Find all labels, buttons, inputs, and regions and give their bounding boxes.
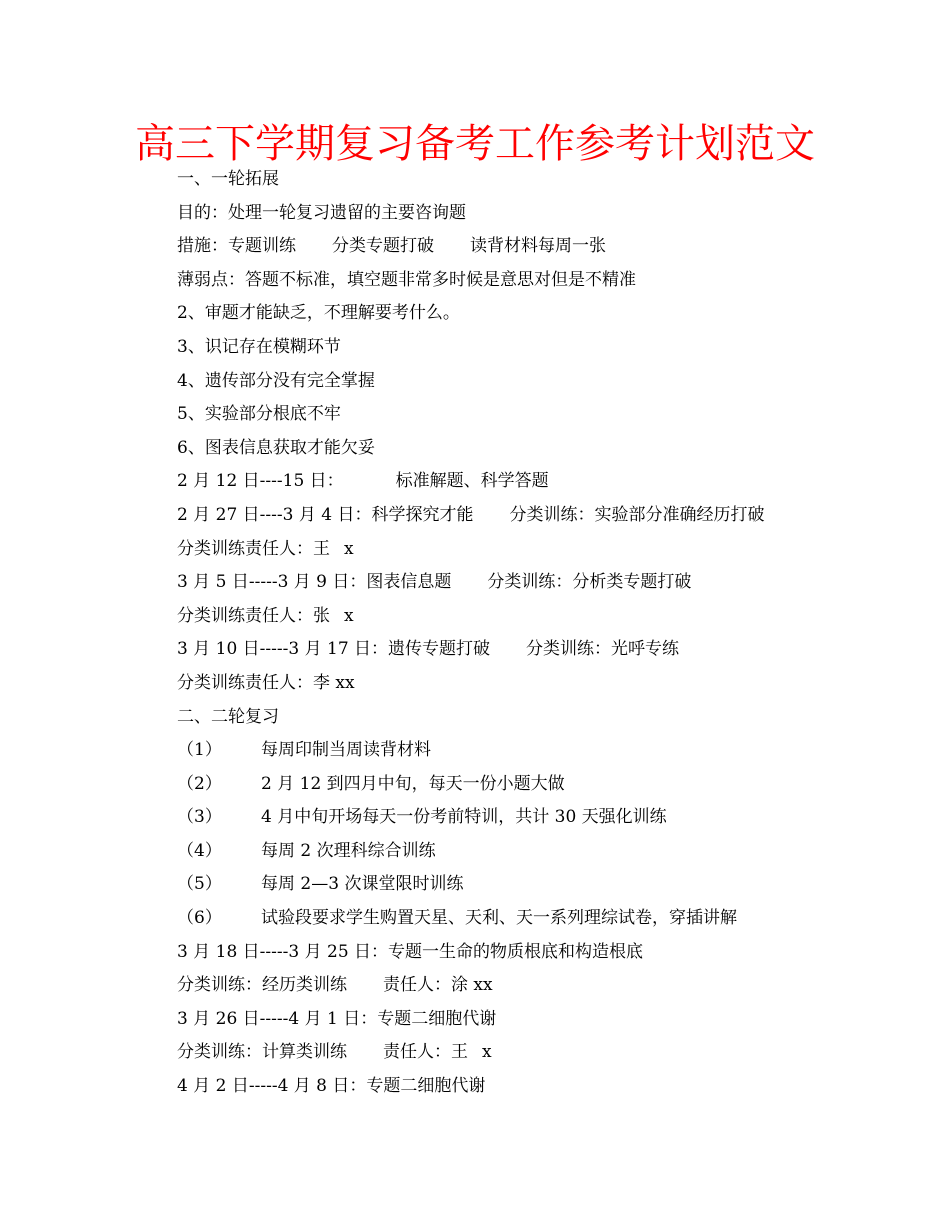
list-item <box>177 868 877 902</box>
line-text: 读背材料每周一张 <box>470 236 606 257</box>
list-text: 每周 2—3 次课堂限时训练 <box>261 874 464 895</box>
list-number: （6） <box>177 908 222 929</box>
line-text: 薄弱点：答题不标准，填空题非常多时候是意思对但是不精准 <box>177 269 636 290</box>
line-text: 3 月 18 日-----3 月 25 日：专题一生命的物质根底和构造根底 <box>177 941 644 962</box>
paragraph-line <box>177 197 877 231</box>
line-text: 责任人：王 <box>383 1042 468 1063</box>
paragraph-line <box>177 499 877 533</box>
line-text: 标准解题、科学答题 <box>395 471 549 492</box>
paragraph-line <box>177 331 877 365</box>
paragraph-line <box>177 465 877 499</box>
line-text: 责任人：涂 xx <box>383 975 493 996</box>
list-item <box>177 801 877 835</box>
paragraph-line <box>177 230 877 264</box>
document-title: 高三下学期复习备考工作参考计划范文 <box>135 121 815 167</box>
line-text: 分类训练：光呼专练 <box>526 639 680 660</box>
section-heading-1 <box>177 163 877 197</box>
line-text: 3 月 26 日-----4 月 1 日：专题二细胞代谢 <box>177 1008 497 1029</box>
line-text: 2 月 12 日----15 日： <box>177 471 344 492</box>
line-text: 分类训练责任人：李 xx <box>177 672 355 693</box>
line-text: x <box>482 1042 492 1063</box>
list-number: （3） <box>177 807 222 828</box>
paragraph-line <box>177 398 877 432</box>
list-item <box>177 768 877 802</box>
list-text: 每周 2 次理科综合训练 <box>261 840 436 861</box>
paragraph-line <box>177 1036 877 1070</box>
paragraph-line <box>177 432 877 466</box>
paragraph-line <box>177 969 877 1003</box>
paragraph-line <box>177 533 877 567</box>
paragraph-line <box>177 264 877 298</box>
line-text: 二、二轮复习 <box>177 706 279 727</box>
list-text: 4 月中旬开场每天一份考前特训，共计 30 天强化训练 <box>261 807 667 828</box>
document-body <box>177 163 877 1104</box>
list-number: （2） <box>177 773 222 794</box>
list-number: （4） <box>177 840 222 861</box>
line-text: 3 月 5 日-----3 月 9 日：图表信息题 <box>177 572 452 593</box>
line-text: 2、审题才能缺乏，不理解要考什么。 <box>177 303 460 324</box>
paragraph-line <box>177 667 877 701</box>
paragraph-line <box>177 297 877 331</box>
list-number: （1） <box>177 740 222 761</box>
line-text: x <box>344 605 354 626</box>
section-heading-2 <box>177 701 877 735</box>
line-text: 一、一轮拓展 <box>177 169 279 189</box>
list-text: 试验段要求学生购置天星、天利、天一系列理综试卷，穿插讲解 <box>261 908 737 929</box>
list-text: 每周印制当周读背材料 <box>261 740 431 761</box>
line-text: 分类专题打破 <box>332 236 434 257</box>
paragraph-line <box>177 633 877 667</box>
line-text: 分类训练：分析类专题打破 <box>487 572 692 593</box>
list-item <box>177 902 877 936</box>
line-text: 3 月 10 日-----3 月 17 日：遗传专题打破 <box>177 639 491 660</box>
paragraph-line <box>177 365 877 399</box>
paragraph-line <box>177 1003 877 1037</box>
line-text: 2 月 27 日----3 月 4 日：科学探究才能 <box>177 504 474 525</box>
paragraph-line <box>177 600 877 634</box>
line-text: 5、实验部分根底不牢 <box>177 404 341 425</box>
line-text: 分类训练：计算类训练 <box>177 1042 347 1063</box>
line-text: 措施：专题训练 <box>177 236 296 257</box>
list-number: （5） <box>177 874 222 895</box>
line-text: 分类训练：经历类训练 <box>177 975 347 996</box>
line-text: 4 月 2 日-----4 月 8 日：专题二细胞代谢 <box>177 1076 486 1097</box>
list-item <box>177 835 877 869</box>
line-text: x <box>344 538 354 559</box>
paragraph-line <box>177 1070 877 1104</box>
line-text: 6、图表信息获取才能欠妥 <box>177 437 375 458</box>
line-text: 目的：处理一轮复习遗留的主要咨询题 <box>177 202 466 223</box>
line-text: 分类训练：实验部分准确经历打破 <box>509 504 765 525</box>
line-text: 分类训练责任人：王 <box>177 538 330 559</box>
line-text: 3、识记存在模糊环节 <box>177 336 341 357</box>
line-text: 分类训练责任人：张 <box>177 605 330 626</box>
paragraph-line <box>177 936 877 970</box>
paragraph-line <box>177 566 877 600</box>
line-text: 4、遗传部分没有完全掌握 <box>177 370 375 391</box>
list-item <box>177 734 877 768</box>
list-text: 2 月 12 到四月中旬，每天一份小题大做 <box>261 773 565 794</box>
